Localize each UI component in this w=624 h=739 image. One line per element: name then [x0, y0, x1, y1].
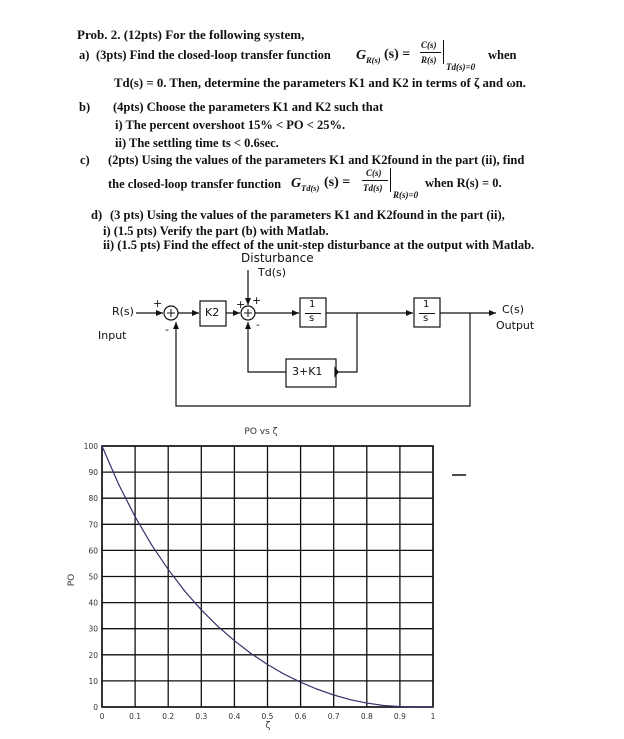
part-c-frac-den: Td(s)	[363, 183, 383, 193]
part-c-g-symbol: G	[291, 176, 302, 191]
y-tick-label: 90	[88, 468, 98, 478]
part-d-i: i) (1.5 pts) Verify the part (b) with Matlab.	[103, 224, 329, 238]
y-tick-label: 50	[88, 572, 98, 582]
part-b-lead: (4pts) Choose the parameters K1 and K2 such that	[113, 100, 384, 114]
sum1-plus-sign: +	[153, 297, 163, 310]
sum2-minus-sign: -	[256, 318, 260, 331]
td-label: Td(s)	[258, 266, 287, 279]
po-data-point	[333, 694, 334, 695]
po-data-point	[168, 569, 169, 570]
po-data-point	[317, 689, 318, 690]
part-a-frac-den: R(s)	[421, 55, 437, 65]
chart-y-label: PO	[67, 573, 77, 587]
po-data-point	[135, 516, 136, 517]
part-d-ii: ii) (1.5 pts) Find the effect of the unit-step disturbance at the output with Matlab.	[103, 238, 535, 252]
input-word: Input	[98, 329, 127, 342]
po-data-point	[118, 484, 119, 485]
part-b-i: i) The percent overshoot 15% < PO < 25%.	[115, 118, 346, 132]
part-d-lead: (3 pts) Using the values of the parameters K1 and K2found in the part (ii),	[110, 208, 505, 222]
part-a-label: a)	[79, 48, 90, 62]
part-a-condition: Td(s)=0	[446, 62, 476, 72]
part-c-line2-lead: the closed-loop transfer function	[108, 177, 282, 191]
po-data-point	[300, 682, 301, 683]
x-tick-label: 0.2	[162, 712, 175, 721]
part-a-g-subscript: R(s)	[366, 55, 381, 65]
part-a-g-symbol: G	[356, 48, 367, 63]
x-tick-label: 1	[430, 712, 436, 721]
part-b-label: b)	[79, 100, 91, 114]
part-a-line2: Td(s) = 0. Then, determine the parameters K1 and K2 in terms of ζ and ωn.	[114, 76, 526, 90]
x-tick-label: 0.3	[195, 712, 208, 721]
po-data-point	[184, 591, 185, 592]
part-d-label: d)	[91, 208, 103, 222]
part-a-lead: (3pts) Find the closed-loop transfer function	[96, 48, 331, 62]
k2-label: K2	[205, 306, 220, 319]
po-data-point	[399, 706, 400, 707]
part-c-g-subscript: Td(s)	[301, 183, 320, 193]
x-tick-label: 0.5	[261, 712, 274, 721]
integrator-1-num: 1	[309, 299, 316, 310]
po-data-point	[201, 609, 202, 610]
integrator-2-num: 1	[423, 299, 430, 310]
sum2-plus-left-sign: +	[236, 298, 246, 311]
integrator-2-den: s	[423, 313, 429, 324]
y-tick-label: 70	[88, 520, 98, 530]
x-tick-label: 0.8	[360, 712, 373, 721]
x-tick-label: 0	[99, 712, 105, 721]
part-c-condition: R(s)=0	[393, 190, 419, 200]
sum2-plus-top-sign: +	[252, 294, 262, 307]
disturbance-label: Disturbance	[241, 251, 314, 265]
sum1-minus-sign: -	[165, 323, 169, 336]
po-data-point	[217, 626, 218, 627]
chart-ticks	[84, 442, 436, 721]
chart-title: PO vs ζ	[244, 427, 278, 437]
po-data-point	[350, 699, 351, 700]
part-c-lead: (2pts) Using the values of the parameters K1 and K2found in the part (ii), find	[108, 153, 525, 167]
x-tick-label: 0.7	[327, 712, 340, 721]
part-a-frac-num: C(s)	[421, 40, 437, 50]
x-tick-label: 0.6	[294, 712, 307, 721]
chart-grid	[102, 446, 433, 707]
po-data-point	[366, 702, 367, 703]
problem-title: Prob. 2. (12pts) For the following system,	[77, 27, 305, 42]
po-data-point	[151, 544, 152, 545]
integrator-1-den: s	[309, 313, 315, 324]
x-tick-label: 0.9	[393, 712, 406, 721]
part-c-when: when R(s) = 0.	[425, 176, 502, 190]
x-tick-label: 0.4	[228, 712, 241, 721]
po-data-point	[234, 640, 235, 641]
part-c-label: c)	[80, 153, 90, 167]
feedback-block-label: 3+K1	[292, 365, 323, 378]
part-c-g-arg: (s) =	[324, 175, 351, 190]
y-tick-label: 60	[88, 546, 98, 556]
y-tick-label: 20	[88, 650, 98, 660]
part-b-ii: ii) The settling time ts < 0.6sec.	[115, 136, 279, 150]
y-tick-label: 30	[88, 624, 98, 634]
po-data-point	[383, 705, 384, 706]
po-data-point	[267, 664, 268, 665]
po-data-point	[432, 706, 433, 707]
part-a-g-arg: (s) =	[384, 47, 411, 62]
po-data-point	[416, 706, 417, 707]
y-tick-label: 10	[88, 676, 98, 686]
y-tick-label: 40	[88, 598, 98, 608]
y-tick-label: 0	[93, 703, 98, 712]
output-symbol: C(s)	[502, 303, 524, 316]
po-data-point	[101, 445, 102, 446]
y-tick-label: 100	[83, 442, 98, 451]
po-data-point	[283, 674, 284, 675]
chart-x-label: ζ	[265, 721, 271, 731]
part-a-when: when	[488, 48, 517, 62]
output-word: Output	[496, 319, 535, 332]
input-symbol: R(s)	[112, 305, 134, 318]
y-tick-label: 80	[88, 494, 98, 504]
po-data-point	[250, 653, 251, 654]
x-tick-label: 0.1	[129, 712, 142, 721]
part-c-frac-num: C(s)	[366, 168, 382, 178]
